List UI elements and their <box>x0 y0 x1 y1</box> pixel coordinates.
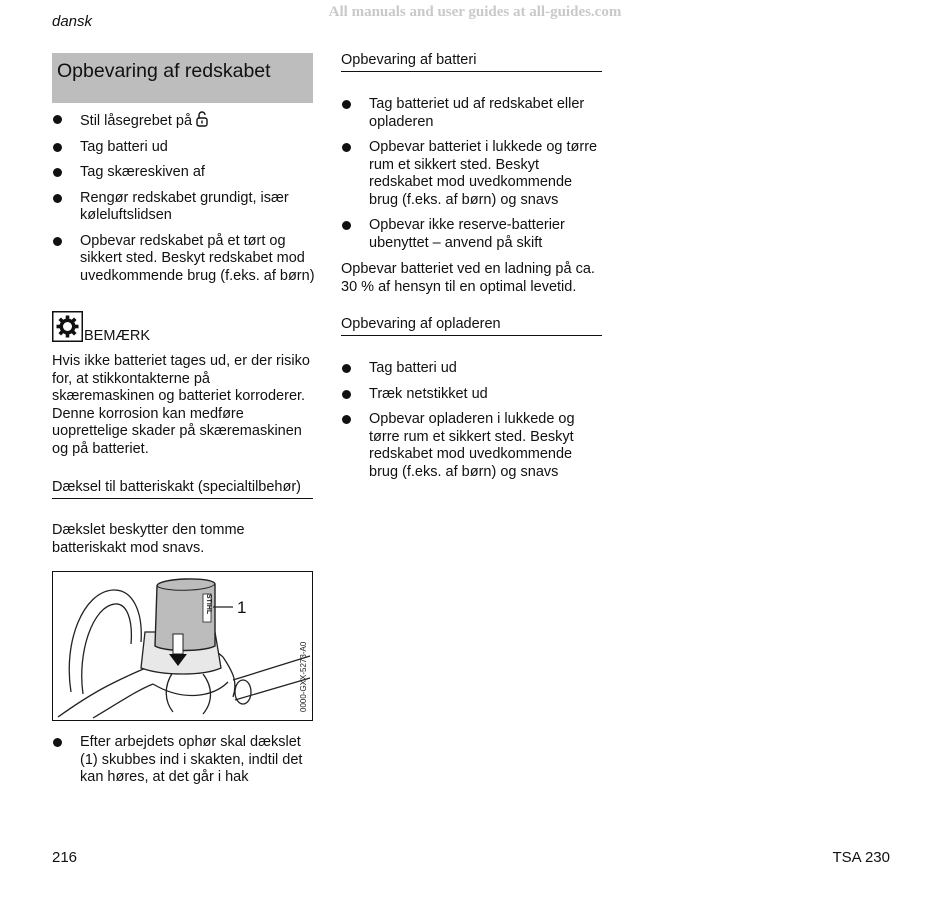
note-text: Hvis ikke batteriet tages ud, er der risiko for, at stikkontakterne på skæremaskinen og batteriet korroderer. Denne korrosion kan medføre uoprettelige skader på skæremaskinen og på batteriet. <box>52 353 310 457</box>
battery-list <box>341 96 603 252</box>
callout-number: 1 <box>237 598 247 617</box>
section-title: Opbevaring af redskabet <box>57 60 271 82</box>
cover-text: Dækslet beskytter den tomme batteriskakt mod snavs. <box>52 522 245 556</box>
gear-warning-icon <box>52 311 83 342</box>
list-item: Opbevar batteriet i lukkede og tørre rum et sikkert sted. Beskyt redskabet mod uvedkommende brug (f.eks. af børn) og snavs <box>341 139 605 209</box>
language-label: dansk <box>52 13 93 30</box>
list-item: Tag skæreskiven af <box>52 164 317 182</box>
note-label: BEMÆRK <box>84 328 151 344</box>
battery-heading: Opbevaring af batteri <box>341 52 602 72</box>
list-item: Opbevar ikke reserve-batterier ubenyttet – anvend på skift <box>341 217 595 252</box>
charger-heading: Opbevaring af opladeren <box>341 316 602 336</box>
page-number: 216 <box>52 849 78 866</box>
unlock-icon <box>196 111 208 127</box>
cover-list <box>52 734 317 787</box>
list-item: Efter arbejdets ophør skal dækslet (1) skubbes ind i skakten, indtil det kan høres, at det går i hak <box>52 734 314 787</box>
list-item: Opbevar redskabet på et tørt og sikkert sted. Beskyt redskabet mod uvedkommende brug (f.eks. af børn) <box>52 233 316 286</box>
list-item: Opbevar opladeren i lukkede og tørre rum et sikkert sted. Beskyt redskabet mod uvedkommende brug (f.eks. af børn) og snavs <box>341 411 601 481</box>
list-item: Tag batteri ud <box>52 139 317 157</box>
model-name: TSA 230 <box>832 849 890 866</box>
charger-list <box>341 360 603 481</box>
battery-cover-illustration <box>53 572 311 719</box>
cover-heading: Dæksel til batteriskakt (specialtilbehør) <box>52 479 313 499</box>
watermark: All manuals and user guides at all-guides.com <box>328 4 622 20</box>
tool-storage-list <box>52 111 317 285</box>
list-item: Tag batteri ud <box>341 360 603 378</box>
list-item: Rengør redskabet grundigt, især køleluftslidsen <box>52 190 302 225</box>
section-title-box <box>52 53 313 103</box>
figure-code: 0000-GXX-5273-A0 <box>299 641 308 712</box>
brand-mark: STIHL <box>205 593 212 615</box>
list-item: Tag batteriet ud af redskabet eller opladeren <box>341 96 599 131</box>
battery-cover-figure <box>52 571 313 721</box>
list-item: Træk netstikket ud <box>341 386 603 404</box>
battery-text: Opbevar batteriet ved en ladning på ca. 30 % af hensyn til en optimal levetid. <box>341 261 595 295</box>
list-item: Stil låsegrebet på <box>52 111 317 131</box>
